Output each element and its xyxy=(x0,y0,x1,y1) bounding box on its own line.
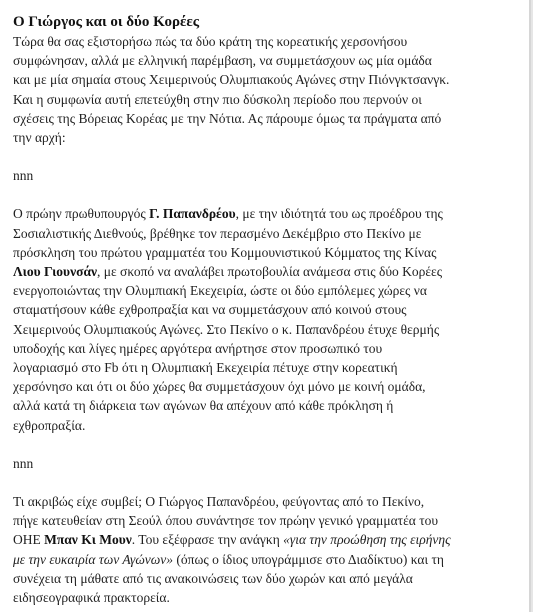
intro-line: συμφώνησαν, αλλά με ελληνική παρέμβαση, να συμμετάσχουν ως μία ομάδα xyxy=(13,53,432,69)
paragraph-line: Τι ακριβώς είχε συμβεί; Ο Γιώργος Παπανδρέου, φεύγοντας από το Πεκίνο, xyxy=(13,494,425,510)
paragraph-papandreou xyxy=(13,204,519,434)
paragraph-line: πρόσκληση του πρώτου γραμματέα του Κομμουνιστικού Κόμματος της Κίνας xyxy=(13,244,437,260)
paragraph-line: χερσόνησο και ότι οι δύο χώρες θα συμμετάσχουν όχι μόνο με κοινή ομάδα, xyxy=(13,379,426,395)
paragraph-line: λογαριασμό στο Fb ότι η Ολυμπιακή Εκεχειρία πέτυχε στην κορεατική xyxy=(13,360,398,376)
paragraph-line: αλλά κατά τη διάρκεια των αγώνων θα απέχουν από κάθε πρόκληση ή xyxy=(13,398,394,414)
person-name: Μπαν Κι Μουν xyxy=(44,532,132,548)
paragraph-line xyxy=(13,262,519,281)
paragraph-line: Σοσιαλιστικής Διεθνούς, βρέθηκε τον περασμένο Δεκέμβριο στο Πεκίνο με xyxy=(13,225,422,241)
article-title: Ο Γιώργος και οι δύο Κορέες xyxy=(13,14,200,30)
quote-text: με την ευκαιρία των Αγώνων» xyxy=(13,551,174,567)
text-run: . Του εξέφρασε την ανάγκη xyxy=(131,532,284,548)
intro-line: Και η συμφωνία αυτή επετεύχθη στην πιο δύσκολη περίοδο που περνούν οι xyxy=(13,91,422,107)
paragraph-line: ενεργοποιώντας την Ολυμπιακή Εκεχειρία, ώστε οι δύο εμπόλεμες χώρες να xyxy=(13,283,427,299)
intro-line: την αρχή: xyxy=(13,130,66,146)
paragraph-line xyxy=(13,550,519,569)
text-run: , με την ιδιότητά του ως προέδρου της xyxy=(235,206,443,222)
person-name: Γ. Παπανδρέου xyxy=(149,206,236,222)
section-separator: nnn xyxy=(13,455,34,471)
text-run: Ο πρώην πρωθυπουργός xyxy=(13,206,150,222)
paragraph-line: πήγε κατευθείαν στη Σεούλ όπου συνάντησε τον πρώην γενικό γραμματέα του xyxy=(13,513,439,529)
text-run: (όπως ο ίδιος υπογράμμισε στο Διαδίκτυο) και τη xyxy=(173,551,444,567)
paragraph-line xyxy=(13,530,519,549)
quote-text: «για την προώθηση της ειρήνης xyxy=(283,532,451,548)
paragraph-line: σταματήσουν κάθε εχθροπραξία και να συμμετάσχουν από κοινού στους xyxy=(13,302,407,318)
paragraph-line: Χειμερινούς Ολυμπιακούς Αγώνες. Στο Πεκίνο ο κ. Παπανδρέου έτυχε θερμής xyxy=(13,321,440,337)
paragraph-line: ειδησεογραφικά πρακτορεία. xyxy=(13,590,170,606)
intro-line: και με μία σημαία στους Χειμερινούς Ολυμπιακούς Αγώνες στην Πιόνγκτσανγκ. xyxy=(13,72,450,88)
paragraph-line xyxy=(13,204,519,223)
person-name: Λιου Γιουνσάν xyxy=(13,264,98,280)
paragraph-line: υποδοχής και λίγες ημέρες αργότερα ανήρτησε στον προσωπικό του xyxy=(13,340,383,356)
intro-line: Τώρα θα σας εξιστορήσω πώς τα δύο κράτη της κορεατικής χερσονήσου xyxy=(13,34,408,49)
paragraph-line: εχθροπραξία. xyxy=(13,417,86,433)
text-run: ΟΗΕ xyxy=(13,532,45,548)
text-run: , με σκοπό να αναλάβει πρωτοβουλία ανάμεσα στις δύο Κορέες xyxy=(97,264,443,280)
paragraph-what-happened xyxy=(13,492,519,607)
paragraph-line: συνέχεια τη μάθατε από τις ανακοινώσεις των δύο χωρών και από μεγάλα xyxy=(13,570,413,586)
section-separator: nnn xyxy=(13,168,34,184)
intro-paragraph xyxy=(13,32,519,147)
intro-line: σχέσεις της Βόρειας Κορέας με την Νότια. Ας πάρουμε όμως τα πράγματα από xyxy=(13,110,442,126)
